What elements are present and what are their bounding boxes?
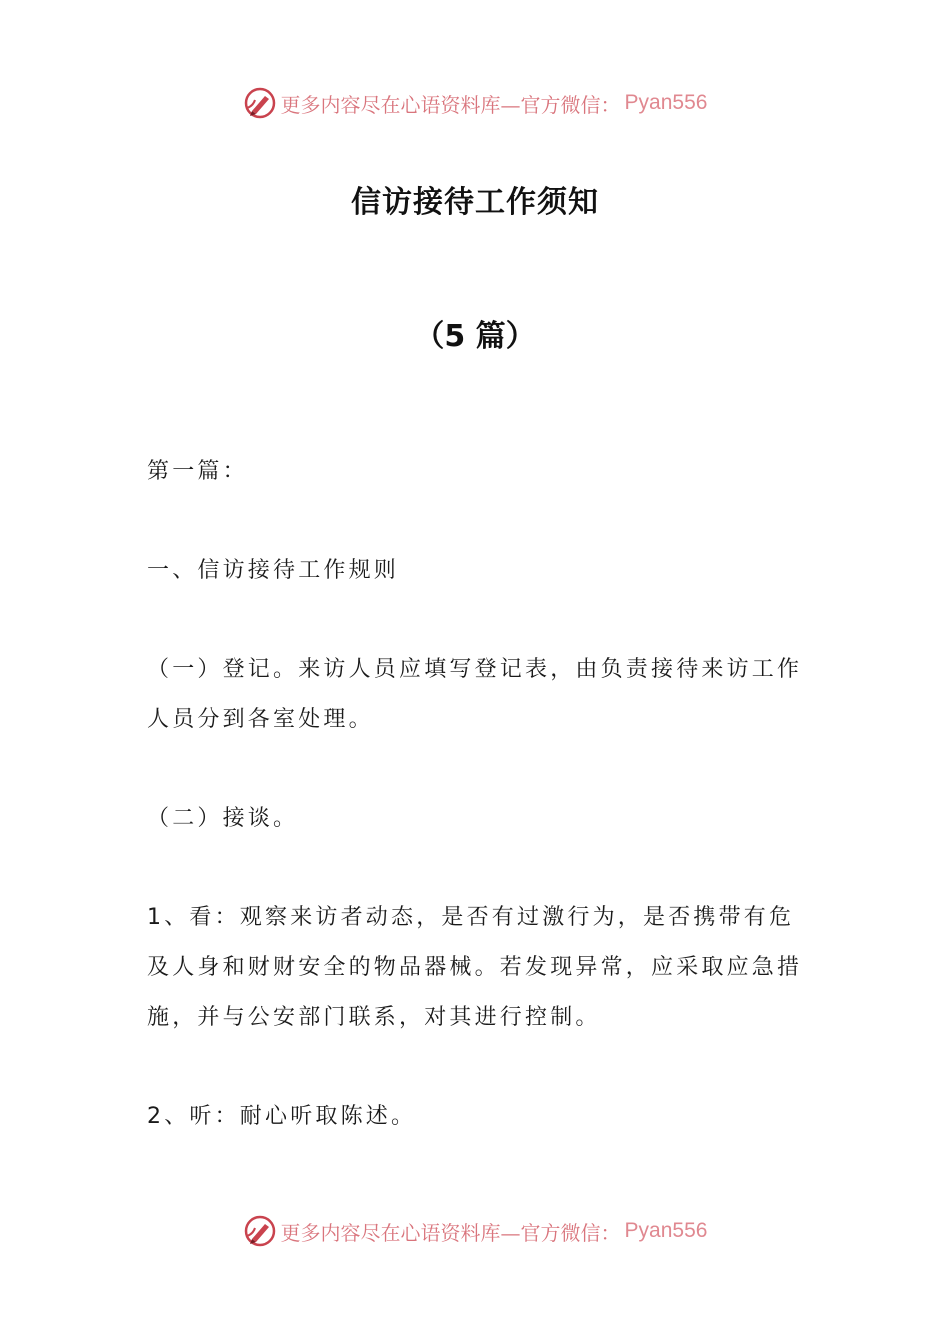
pen-nib-circle-icon	[243, 1214, 277, 1248]
footer-banner-text: 更多内容尽在心语资料库—官方微信：	[280, 1220, 621, 1245]
document-body	[147, 447, 807, 1191]
header-wechat-id: Pyan556	[624, 91, 708, 114]
document-subtitle: （5 篇）	[414, 319, 536, 354]
paragraph-heading-rules: 一、信访接待工作规则	[147, 558, 400, 583]
paragraph-interview: （二）接谈。	[147, 806, 299, 831]
header-banner-inner	[243, 86, 708, 120]
paragraph-registration: （一）登记。来访人员应填写登记表，由负责接待来访工作人员分到各室处理。	[147, 657, 803, 732]
paragraph-observe: 1、看：观察来访者动态，是否有过激行为，是否携带有危及人身和财财安全的物品器械。若发现异常，应采取应急措施，并与公安部门联系，对其进行控制。	[147, 905, 803, 1030]
footer-wechat-id: Pyan556	[624, 1219, 708, 1242]
header-banner	[0, 83, 950, 123]
paragraph-listen: 2、听：耐心听取陈述。	[147, 1104, 417, 1129]
document-title: 信访接待工作须知	[351, 185, 599, 220]
paragraph-section-label: 第一篇：	[147, 459, 248, 484]
footer-banner-inner	[243, 1214, 708, 1248]
pen-nib-circle-icon	[243, 86, 277, 120]
header-banner-text: 更多内容尽在心语资料库—官方微信：	[280, 92, 621, 117]
footer-banner	[0, 1211, 950, 1251]
